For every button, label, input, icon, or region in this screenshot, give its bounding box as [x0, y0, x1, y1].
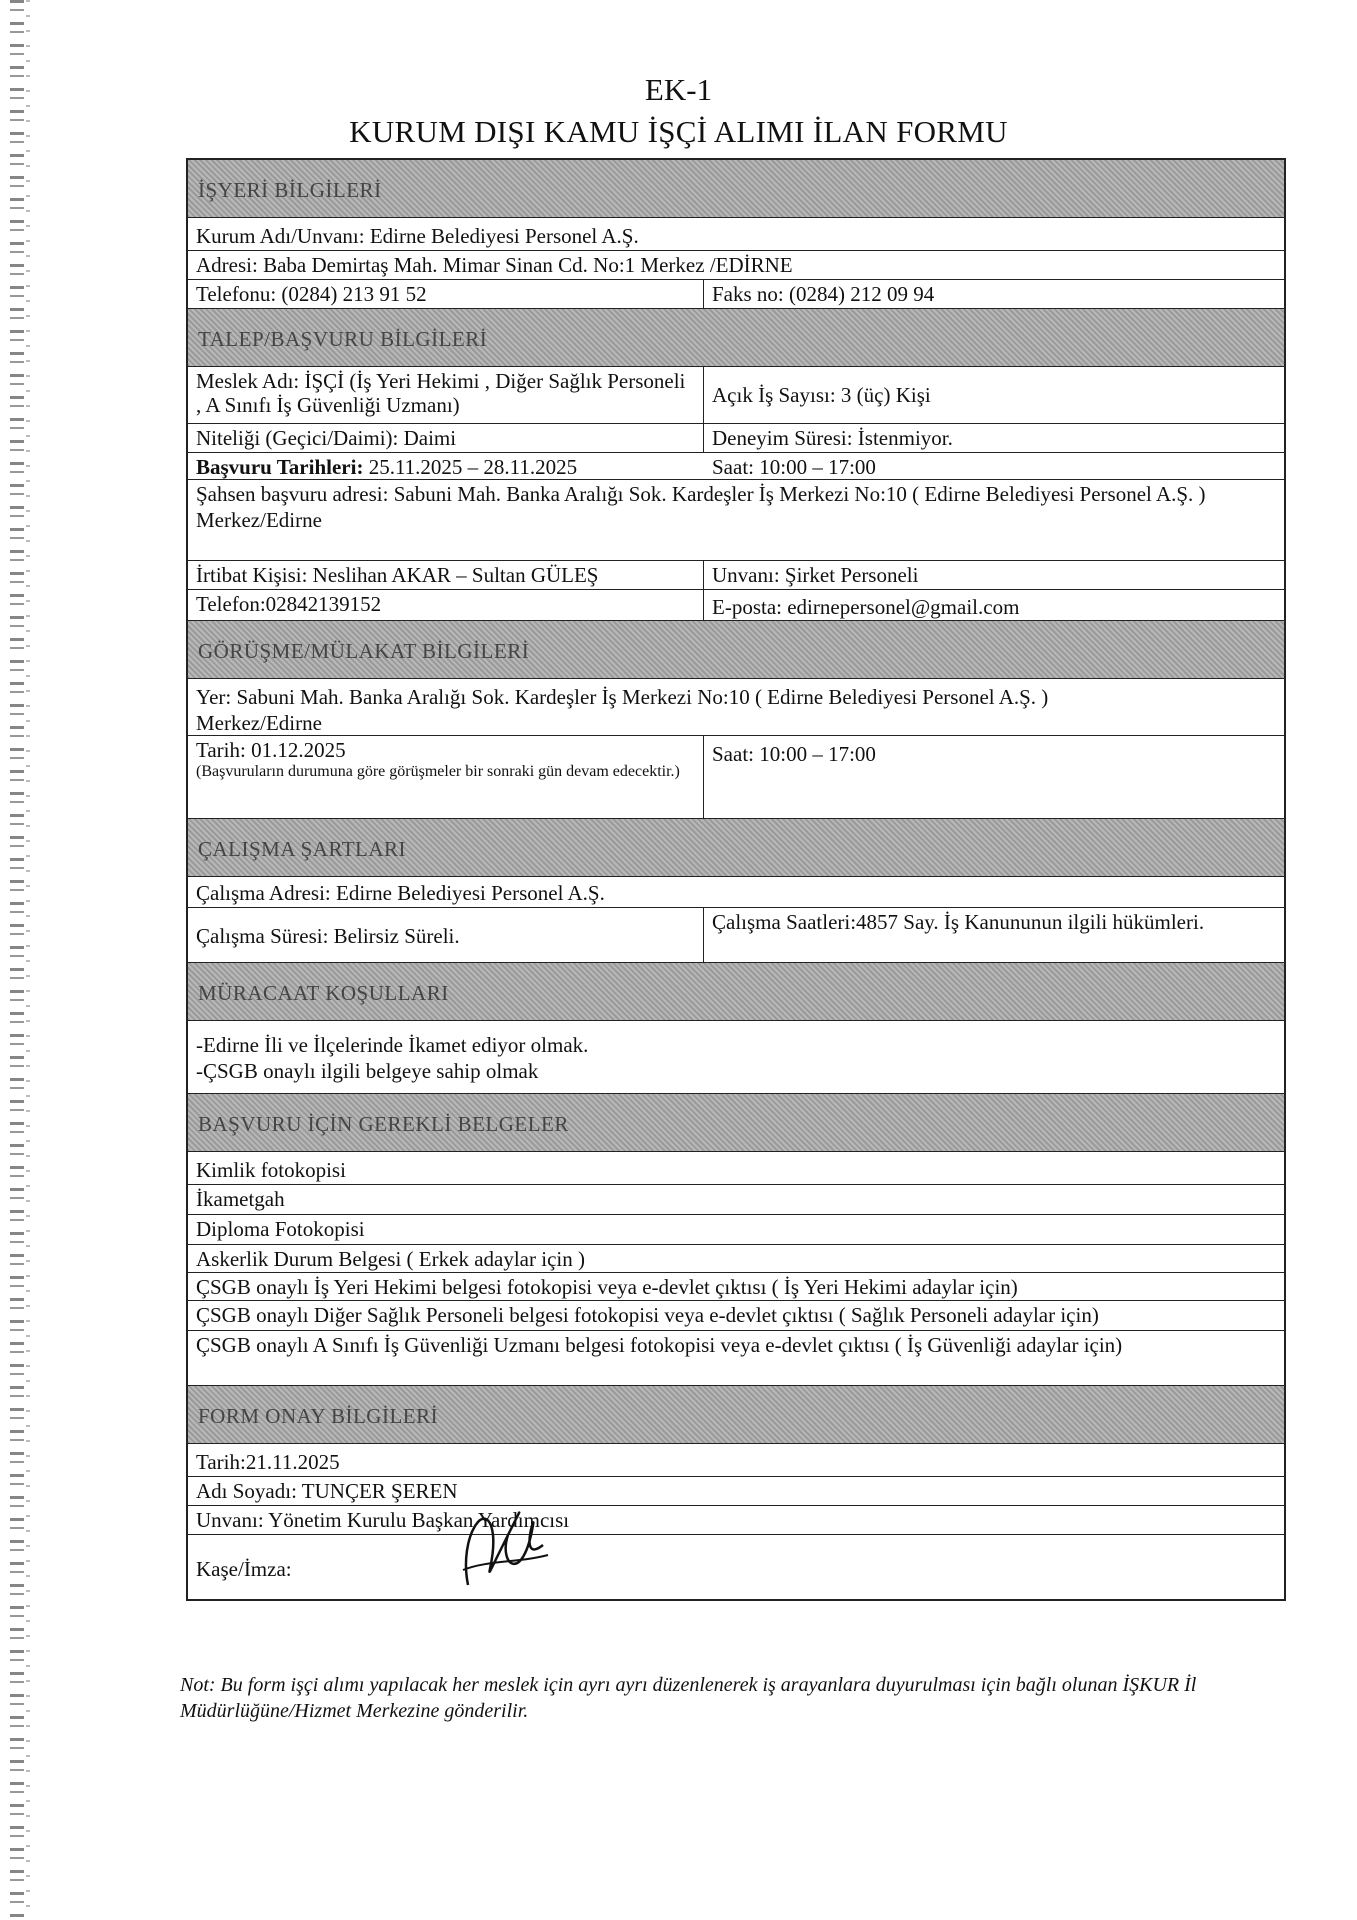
- adres-field: Adresi: Baba Demirtaş Mah. Mimar Sinan Cd. No:1 Merkez /EDİRNE: [196, 253, 793, 277]
- gorusme-not: (Başvuruların durumuna göre görüşmeler bir sonraki gün devam edecektir.): [196, 763, 680, 780]
- kurum-field: Kurum Adı/Unvanı: Edirne Belediyesi Personel A.Ş.: [196, 224, 639, 248]
- gorusme-yer-field: Yer: Sabuni Mah. Banka Aralığı Sok. Kardeşler İş Merkezi No:10 ( Edirne Belediyesi Personel A.Ş. ): [196, 685, 1049, 709]
- kosul-2: -ÇSGB onaylı ilgili belgeye sahip olmak: [196, 1059, 539, 1083]
- section-title: MÜRACAAT KOŞULLARI: [198, 981, 449, 1005]
- belge-item: ÇSGB onaylı A Sınıfı İş Güvenliği Uzmanı belgesi fotokopisi veya e-devlet çıktısı ( İş Güvenliği adaylar için): [196, 1333, 1123, 1357]
- section-calisma: [188, 819, 1284, 877]
- eposta-field: E-posta: edirnepersonel@gmail.com: [712, 595, 1020, 619]
- section-title: BAŞVURU İÇİN GEREKLİ BELGELER: [198, 1112, 569, 1136]
- irtibat-field: İrtibat Kişisi: Neslihan AKAR – Sultan GÜLEŞ: [188, 561, 704, 589]
- section-title: ÇALIŞMA ŞARTLARI: [198, 837, 407, 861]
- belge-item: Diploma Fotokopisi: [196, 1217, 365, 1241]
- calisma-saatleri-field: Çalışma Saatleri:4857 Say. İş Kanununun ilgili hükümleri.: [712, 910, 1205, 934]
- onay-tarih-field: Tarih:21.11.2025: [196, 1450, 340, 1474]
- calisma-sure-field: Çalışma Süresi: Belirsiz Süreli.: [188, 908, 704, 962]
- basvuru-saat-field: Saat: 10:00 – 17:00: [712, 455, 876, 479]
- section-onay: [188, 1386, 1284, 1444]
- nitelik-field: Niteliği (Geçici/Daimi): Daimi: [188, 424, 704, 452]
- basvuru-dates: 25.11.2025 – 28.11.2025: [363, 455, 578, 479]
- section-isyeri: [188, 160, 1284, 218]
- belge-item: ÇSGB onaylı Diğer Sağlık Personeli belgesi fotokopisi veya e-devlet çıktısı ( Sağlık Personeli adaylar için): [196, 1303, 1099, 1327]
- irtibat-telefon-field: Telefon:02842139152: [188, 590, 704, 620]
- section-title: TALEP/BAŞVURU BİLGİLERİ: [198, 327, 488, 351]
- calisma-adres-field: Çalışma Adresi: Edirne Belediyesi Personel A.Ş.: [196, 881, 605, 905]
- belge-item: Kimlik fotokopisi: [196, 1158, 346, 1182]
- section-talep: [188, 309, 1284, 367]
- page-title: KURUM DIŞI KAMU İŞÇİ ALIMI İLAN FORMU: [349, 114, 1008, 149]
- deneyim-field: Deneyim Süresi: İstenmiyor.: [712, 426, 953, 450]
- sahsen-adres-field: Şahsen başvuru adresi: Sabuni Mah. Banka Aralığı Sok. Kardeşler İş Merkezi No:10 ( Edirne Belediyesi Personel A.Ş. ): [196, 482, 1206, 506]
- sahsen-merkez: Merkez/Edirne: [196, 508, 322, 532]
- telefon-field: Telefonu: (0284) 213 91 52: [188, 280, 704, 308]
- gorusme-tarih: Tarih: 01.12.2025: [196, 738, 346, 762]
- belge-item: İkametgah: [196, 1187, 285, 1211]
- kosul-1: -Edirne İli ve İlçelerinde İkamet ediyor olmak.: [196, 1033, 589, 1057]
- belge-item: Askerlik Durum Belgesi ( Erkek adaylar için ): [196, 1247, 585, 1271]
- faks-field: Faks no: (0284) 212 09 94: [712, 282, 935, 306]
- section-title: İŞYERİ BİLGİLERİ: [198, 178, 382, 202]
- scan-edge-secondary: [26, 0, 30, 1920]
- gorusme-saat-field: Saat: 10:00 – 17:00: [712, 742, 876, 766]
- belge-item: ÇSGB onaylı İş Yeri Hekimi belgesi fotokopisi veya e-devlet çıktısı ( İş Yeri Hekimi adaylar için): [196, 1275, 1018, 1299]
- section-muracaat: [188, 963, 1284, 1021]
- basvuru-label: Başvuru Tarihleri:: [196, 455, 364, 479]
- section-title: FORM ONAY BİLGİLERİ: [198, 1404, 439, 1428]
- section-gorusme: [188, 621, 1284, 679]
- gorusme-merkez: Merkez/Edirne: [196, 711, 322, 735]
- scan-edge: [10, 0, 24, 1920]
- section-title: GÖRÜŞME/MÜLAKAT BİLGİLERİ: [198, 639, 530, 663]
- meslek-field: Meslek Adı: İŞÇİ (İş Yeri Hekimi , Diğer Sağlık Personeli , A Sınıfı İş Güvenliği Uzmanı): [188, 367, 704, 423]
- annex-label: EK-1: [644, 72, 713, 107]
- basvuru-tarih-field: [188, 453, 704, 479]
- acik-is-field: Açık İş Sayısı: 3 (üç) Kişi: [712, 383, 931, 407]
- section-belgeler: [188, 1094, 1284, 1152]
- signature-mark: [448, 1475, 568, 1605]
- kase-imza-label: Kaşe/İmza:: [196, 1557, 292, 1581]
- announcement-form: [186, 158, 1286, 1601]
- onay-adi-soyadi-field: Adı Soyadı: TUNÇER ŞEREN: [196, 1479, 458, 1503]
- irtibat-unvan-field: Unvanı: Şirket Personeli: [712, 563, 919, 587]
- footer-note: Not: Bu form işçi alımı yapılacak her meslek için ayrı ayrı düzenlenerek iş arayanlara duyurulması için bağlı olunan İŞKUR İl Müdürlüğüne/Hizmet Merkezine gönderilir.: [180, 1674, 1197, 1722]
- gorusme-tarih-field: [188, 736, 704, 818]
- onay-unvan-field: Unvanı: Yönetim Kurulu Başkan Yardımcısı: [196, 1508, 570, 1532]
